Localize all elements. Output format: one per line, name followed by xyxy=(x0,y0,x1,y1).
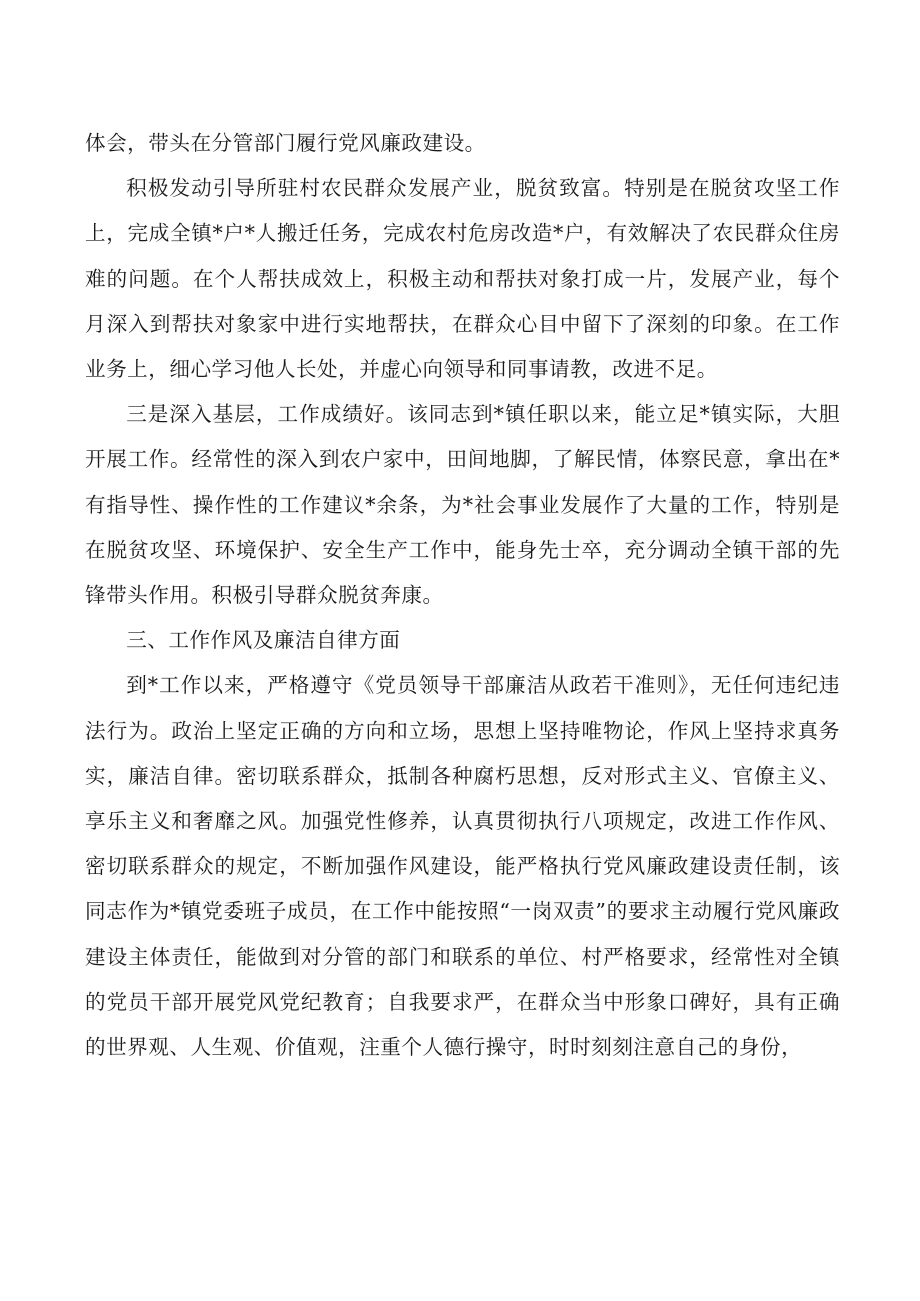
section-heading-work-style: 三、工作作风及廉洁自律方面 xyxy=(126,628,401,653)
paragraph-grassroots-work: 三是深入基层，工作成绩好。该同志到*镇任职以来，能立足*镇实际，大胆开展工作。经常性的深入到农户家中，田间地脚，了解民情，体察民意，拿出在*有指导性、操作性的工作建议*余条，为*社会事业发展作了大量的工作，特别是在脱贫攻坚、环境保护、安全生产工作中，能身先士卒，充分调动全镇干部的先锋带头作用。积极引导群众脱贫奔康。 xyxy=(85,402,840,608)
paragraph-industry-development: 积极发动引导所驻村农民群众发展产业，脱贫致富。特别是在脱贫攻坚工作上，完成全镇*户*人搬迁任务，完成农村危房改造*户，有效解决了农民群众住房难的问题。在个人帮扶成效上，积极主动和帮扶对象打成一片，发展产业，每个月深入到帮扶对象家中进行实地帮扶，在群众心目中留下了深刻的印象。在工作业务上，细心学习他人长处，并虚心向领导和同事请教，改进不足。 xyxy=(85,176,840,382)
paragraph-integrity: 到*工作以来，严格遵守《党员领导干部廉洁从政若干准则》，无任何违纪违法行为。政治上坚定正确的方向和立场，思想上坚持唯物论，作风上坚持求真务实，廉洁自律。密切联系群众，抵制各种腐朽思想，反对形式主义、官僚主义、享乐主义和奢靡之风。加强党性修养，认真贯彻执行八项规定，改进工作作风、密切联系群众的规定，不断加强作风建设，能严格执行党风廉政建设责任制，该同志作为*镇党委班子成员，在工作中能按照“一岗双责”的要求主动履行党风廉政建设主体责任，能做到对分管的部门和联系的单位、村严格要求，经常性对全镇的党员干部开展党风党纪教育；自我要求严，在群众当中形象口碑好，具有正确的世界观、人生观、价值观，注重个人德行操守，时时刻刻注意自己的身份， xyxy=(85,673,840,1060)
document-body xyxy=(85,121,840,1070)
paragraph-continuation: 体会，带头在分管部门履行党风廉政建设。 xyxy=(85,131,486,155)
